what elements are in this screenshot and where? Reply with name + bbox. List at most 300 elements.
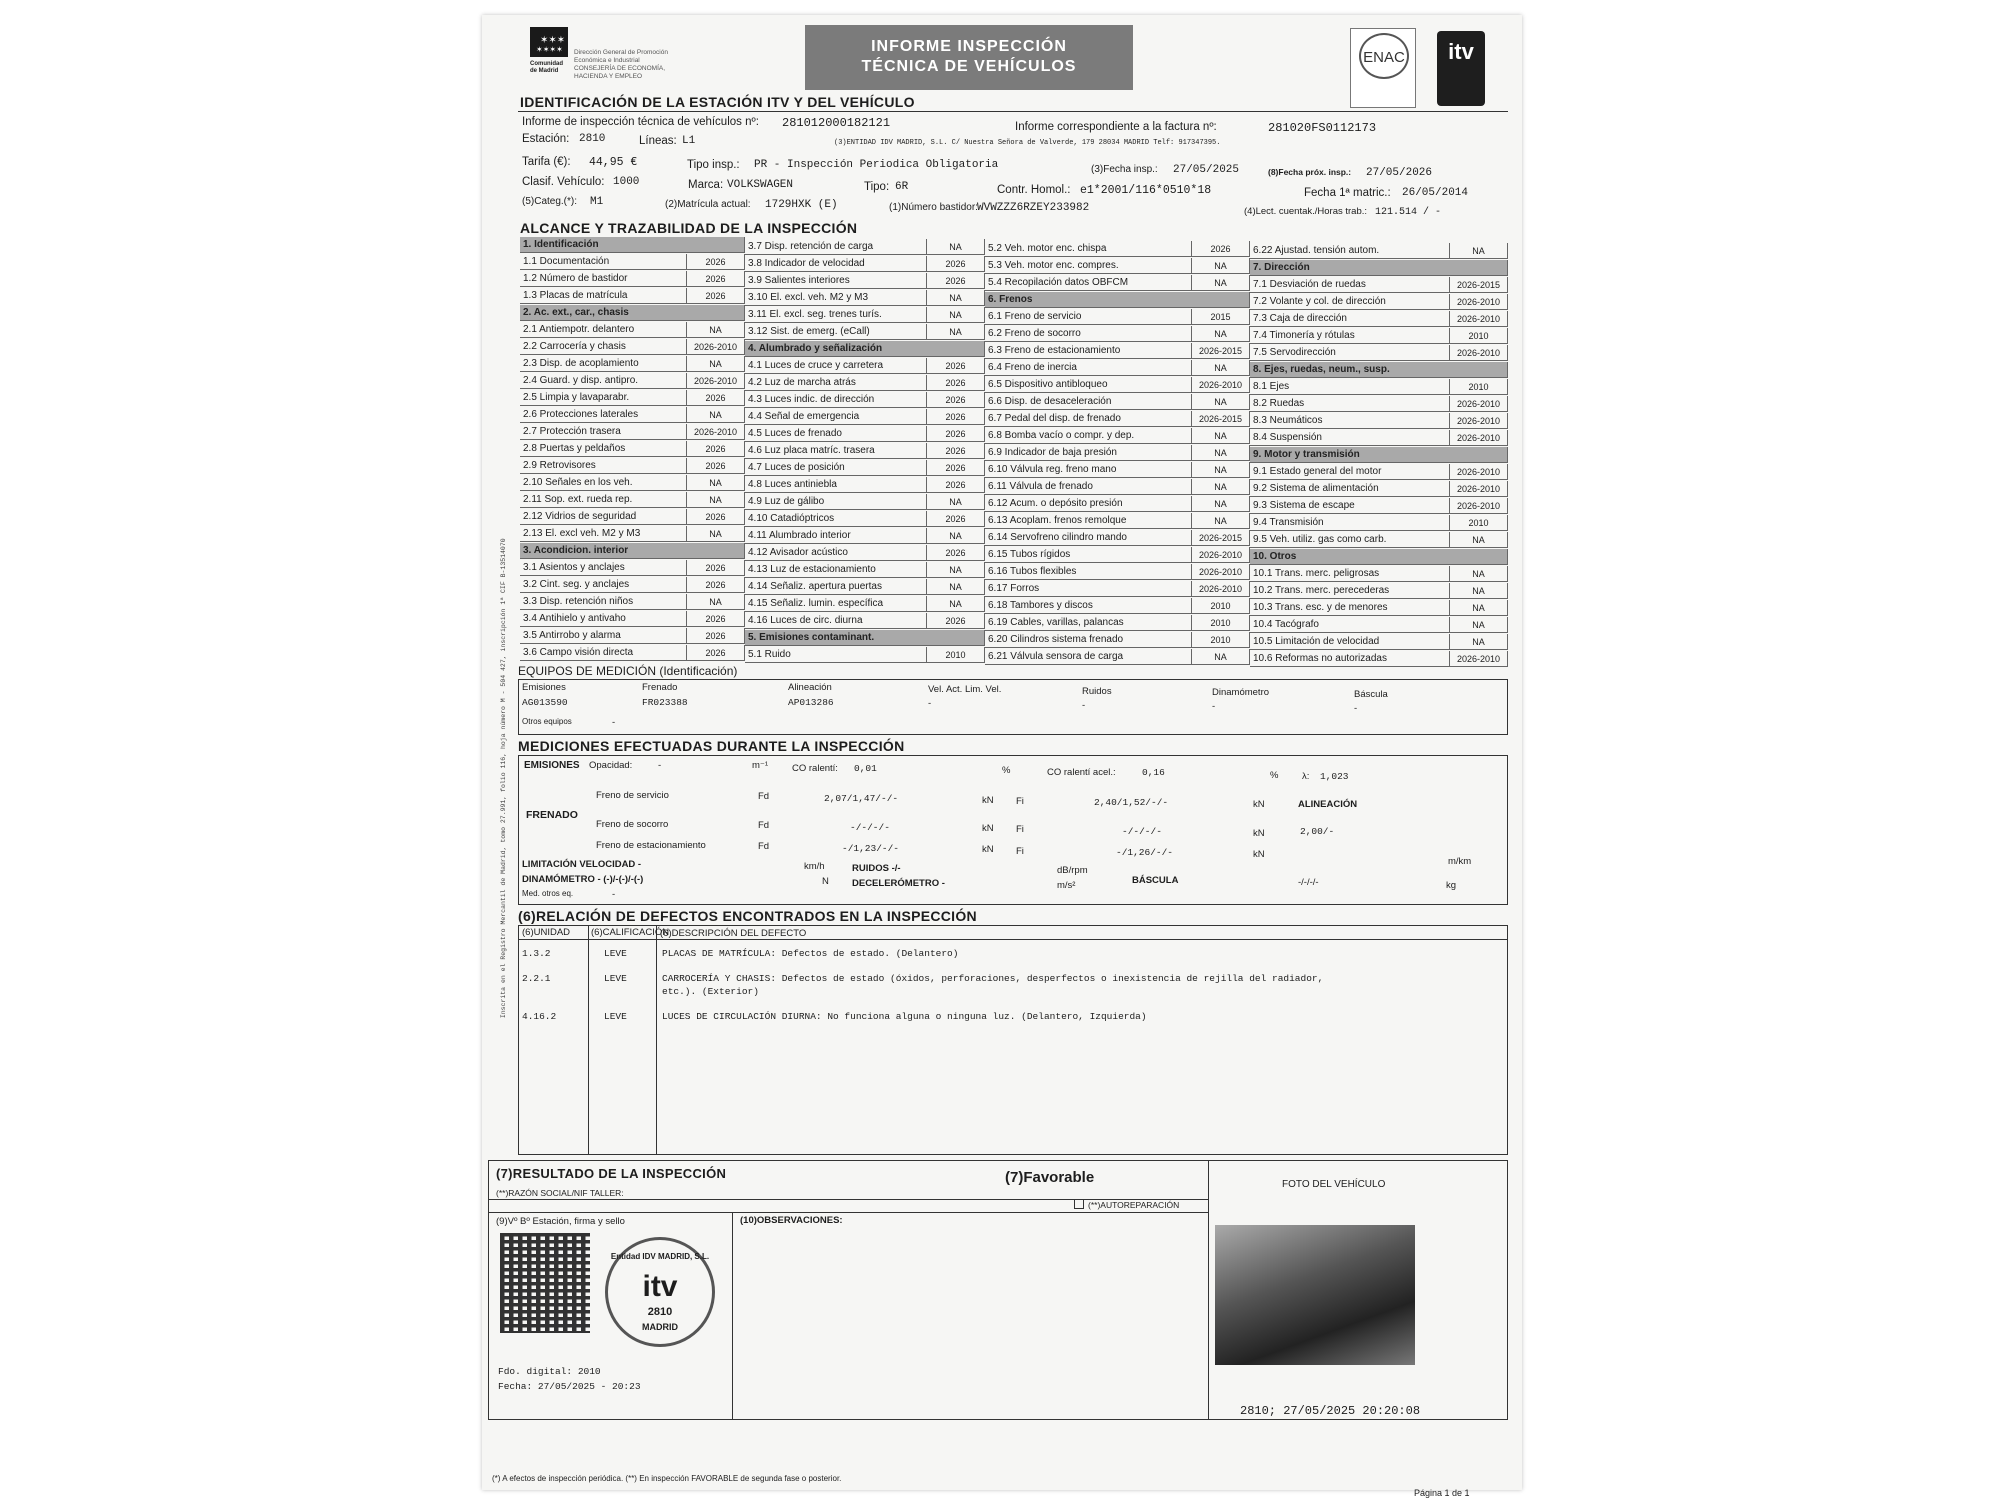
scope-item xyxy=(745,375,985,391)
gov-line-2: Económica e Industrial xyxy=(574,57,640,64)
scope-item-year: NA xyxy=(926,307,984,323)
scope-item-year: 2026 xyxy=(926,443,984,459)
eq-dinamometro-label: Dinamómetro xyxy=(1212,687,1270,698)
itv-logo xyxy=(1437,31,1485,106)
scope-item-year: 2026 xyxy=(926,409,984,425)
scope-item xyxy=(745,409,985,425)
scope-section-header xyxy=(745,341,985,357)
scope-item xyxy=(985,343,1250,359)
scope-item-label: 4.13 Luz de estacionamiento xyxy=(748,564,876,575)
scope-item-label: 3.1 Asientos y anclajes xyxy=(523,562,625,573)
eq-otros-label: Otros equipos xyxy=(522,717,572,726)
photo-label: FOTO DEL VEHÍCULO xyxy=(1282,1179,1386,1190)
scope-item-year: 2026 xyxy=(1191,241,1249,257)
scope-item-label: 7.5 Servodirección xyxy=(1253,347,1336,358)
fi-estac-label: Fi xyxy=(1016,846,1024,857)
scope-section-header xyxy=(1250,549,1508,565)
scope-item-year: NA xyxy=(1191,496,1249,512)
scope-item-year: 2010 xyxy=(1191,632,1249,648)
fd-estac: -/1,23/-/- xyxy=(842,843,900,854)
scope-item-year: 2026-2010 xyxy=(686,373,744,389)
scope-item xyxy=(745,613,985,629)
scope-item-label: 1. Identificación xyxy=(523,239,599,250)
vehicle-photo xyxy=(1215,1225,1415,1365)
scope-item xyxy=(745,324,985,340)
scope-item-year: 2026 xyxy=(686,628,744,644)
invoice-label: Informe correspondiente a la factura nº: xyxy=(1015,121,1217,133)
brand-value: VOLKSWAGEN xyxy=(727,179,794,191)
scope-item xyxy=(520,322,745,338)
enac-label: ENAC xyxy=(1359,33,1409,79)
scope-item-year: NA xyxy=(1191,275,1249,291)
scope-item xyxy=(1250,481,1508,497)
eq-bascula-label: Báscula xyxy=(1354,689,1388,700)
class-value: 1000 xyxy=(613,176,640,188)
insp-date-label: (3)Fecha insp.: xyxy=(1091,164,1158,175)
defect-description: PLACAS DE MATRÍCULA: Defectos de estado. (Delantero) xyxy=(662,948,959,959)
scope-item-year: NA xyxy=(1191,445,1249,461)
defects-col-divider-2 xyxy=(656,925,657,1155)
scope-item-year: 2010 xyxy=(1191,615,1249,631)
scope-item-label: 2.1 Antiempotr. delantero xyxy=(523,324,635,335)
scope-item-year: NA xyxy=(686,356,744,372)
dinamo-label: DINAMÓMETRO - (-)/-(-)/-(-) xyxy=(522,874,644,885)
scope-item-year: 2026 xyxy=(686,254,744,270)
eq-velact: - xyxy=(928,698,932,709)
defects-col-divider-1 xyxy=(588,925,589,1155)
signed-date: Fecha: 27/05/2025 - 20:23 xyxy=(498,1381,641,1392)
scope-item xyxy=(1250,617,1508,633)
report-no: 281012000182121 xyxy=(782,116,891,130)
scope-item-label: 9.3 Sistema de escape xyxy=(1253,500,1355,511)
scope-item xyxy=(1250,566,1508,582)
bascula-meas-label: BÁSCULA xyxy=(1132,875,1179,886)
scope-item-year: 2026 xyxy=(686,577,744,593)
scope-item-year: NA xyxy=(686,322,744,338)
scope-item-label: 3.8 Indicador de velocidad xyxy=(748,258,865,269)
scope-item-label: 2.13 El. excl veh. M2 y M3 xyxy=(523,528,641,539)
scope-item-year: 2026 xyxy=(686,611,744,627)
scope-item-label: 6.19 Cables, varillas, palancas xyxy=(988,617,1124,628)
otros-meas-label: Med. otros eq. xyxy=(522,889,574,898)
scope-item-label: 6.15 Tubos rígidos xyxy=(988,549,1071,560)
eq-velact-label: Vel. Act. Lim. Vel. xyxy=(928,684,1002,695)
vin-value: WVWZZZ6RZEY233982 xyxy=(977,202,1090,214)
scope-item-year: NA xyxy=(1191,326,1249,342)
page-number: Página 1 de 1 xyxy=(1414,1488,1470,1498)
scope-item-label: 5.1 Ruido xyxy=(748,649,791,660)
scope-item-year: 2026 xyxy=(686,560,744,576)
scope-item-label: 3.12 Sist. de emerg. (eCall) xyxy=(748,326,870,337)
scope-item-label: 4.14 Señaliz. apertura puertas xyxy=(748,581,882,592)
defect-unit: 4.16.2 xyxy=(522,1011,557,1022)
co-ralenti-value: 0,01 xyxy=(854,763,877,774)
scope-item xyxy=(520,288,745,304)
scope-item-label: 9. Motor y transmisión xyxy=(1253,449,1360,460)
scope-item-label: 6.4 Freno de inercia xyxy=(988,362,1077,373)
scope-item-year: NA xyxy=(1449,583,1507,599)
eq-frenado-label: Frenado xyxy=(642,682,678,693)
autoreparacion-checkbox[interactable] xyxy=(1074,1199,1084,1209)
scope-item-label: 4.4 Señal de emergencia xyxy=(748,411,860,422)
madrid-logo: ✶✶✶ ✶✶✶✶ xyxy=(530,27,568,57)
divider xyxy=(488,1212,1208,1213)
scope-item-year: 2010 xyxy=(1191,598,1249,614)
scope-item-year: 2026-2010 xyxy=(1449,396,1507,412)
eq-ruidos-label: Ruidos xyxy=(1082,686,1112,697)
report-title-banner xyxy=(805,25,1133,90)
scope-item xyxy=(1250,311,1508,327)
scope-item-label: 3.9 Salientes interiores xyxy=(748,275,850,286)
scope-item-label: 4.6 Luz placa matríc. trasera xyxy=(748,445,875,456)
scope-item-year: 2026-2015 xyxy=(1191,530,1249,546)
scope-item xyxy=(745,579,985,595)
scope-item-label: 2.10 Señales en los veh. xyxy=(523,477,633,488)
measurements-heading: MEDICIONES EFECTUADAS DURANTE LA INSPECCIÓN xyxy=(518,738,905,754)
scope-item-year: NA xyxy=(1191,428,1249,444)
co-acel-label: CO ralentí acel.: xyxy=(1047,767,1116,778)
scope-item-year: 2026-2010 xyxy=(1449,464,1507,480)
bascula-unit: kg xyxy=(1446,880,1457,891)
scope-item xyxy=(745,528,985,544)
photo-divider xyxy=(1208,1160,1209,1420)
ruidos-meas-label: RUIDOS -/- xyxy=(852,863,901,874)
lines-label: Líneas: xyxy=(639,135,677,147)
scope-item-label: 10.3 Trans. esc. y de menores xyxy=(1253,602,1388,613)
scope-item-year: NA xyxy=(1449,532,1507,548)
scope-item xyxy=(985,530,1250,546)
fd-servicio-label: Fd xyxy=(758,791,770,802)
scope-item-label: 4.8 Luces antiniebla xyxy=(748,479,837,490)
scope-item-year: 2010 xyxy=(1449,379,1507,395)
opacidad-unit: m⁻¹ xyxy=(752,760,769,771)
scope-item xyxy=(985,309,1250,325)
scope-item xyxy=(745,477,985,493)
scope-item-label: 10.2 Trans. merc. perecederas xyxy=(1253,585,1390,596)
scope-item-year: NA xyxy=(926,239,984,255)
scope-item-year: NA xyxy=(1449,243,1507,259)
scope-item-label: 6. Frenos xyxy=(988,294,1033,305)
lines-value: L1 xyxy=(682,135,696,147)
observaciones-label: (10)OBSERVACIONES: xyxy=(740,1215,843,1226)
scope-item xyxy=(985,326,1250,342)
scope-item xyxy=(1250,413,1508,429)
scope-item-label: 10. Otros xyxy=(1253,551,1297,562)
scope-item-label: 6.21 Válvula sensora de carga xyxy=(988,651,1124,662)
scope-item-year: 2026 xyxy=(686,441,744,457)
equipment-heading: EQUIPOS DE MEDICIÓN (Identificación) xyxy=(518,664,738,678)
scope-section-header xyxy=(520,305,745,321)
scope-item-label: 4.16 Luces de circ. diurna xyxy=(748,615,863,626)
scope-item-label: 10.5 Limitación de velocidad xyxy=(1253,636,1380,647)
scope-item-year: NA xyxy=(926,596,984,612)
scope-item-label: 5. Emisiones contaminant. xyxy=(748,632,875,643)
defects-col-unit: (6)UNIDAD xyxy=(522,927,571,938)
class-label: Clasif. Vehículo: xyxy=(522,176,605,188)
kn-socorro-i: kN xyxy=(1253,828,1265,839)
scope-item-label: 9.2 Sistema de alimentación xyxy=(1253,483,1379,494)
photo-caption: 2810; 27/05/2025 20:20:08 xyxy=(1240,1404,1421,1418)
scope-item-year: NA xyxy=(926,528,984,544)
scope-item-label: 4. Alumbrado y señalización xyxy=(748,343,883,354)
scope-item xyxy=(745,256,985,272)
scope-item xyxy=(985,615,1250,631)
scope-item xyxy=(520,628,745,644)
scope-item xyxy=(1250,396,1508,412)
scope-item xyxy=(745,460,985,476)
scope-item xyxy=(520,645,745,661)
eq-alineacion-label: Alineación xyxy=(788,682,832,693)
servicio-label: Freno de servicio xyxy=(596,790,669,801)
scope-item-label: 2.4 Guard. y disp. antipro. xyxy=(523,375,639,386)
scope-item-label: 6.16 Tubos flexibles xyxy=(988,566,1077,577)
scope-item-label: 2.8 Puertas y peldaños xyxy=(523,443,626,454)
scope-item-year: 2026 xyxy=(926,511,984,527)
scope-item-year: 2026-2015 xyxy=(1449,277,1507,293)
scope-item xyxy=(985,275,1250,291)
scope-item-year: 2026 xyxy=(926,613,984,629)
scope-item-year: NA xyxy=(1191,513,1249,529)
kn-socorro-d: kN xyxy=(982,823,994,834)
limvel-unit: km/h xyxy=(804,861,825,872)
scope-item-year: 2026 xyxy=(926,392,984,408)
scope-item xyxy=(985,377,1250,393)
scope-item-year: NA xyxy=(686,407,744,423)
scope-item-year: NA xyxy=(1449,634,1507,650)
scope-item-label: 4.12 Avisador acústico xyxy=(748,547,848,558)
scope-item-label: 3.5 Antirrobo y alarma xyxy=(523,630,621,641)
scope-item-year: 2026-2015 xyxy=(1191,343,1249,359)
scope-item-year: NA xyxy=(926,290,984,306)
defects-heading: (6)RELACIÓN DE DEFECTOS ENCONTRADOS EN LA INSPECCIÓN xyxy=(518,908,977,924)
vobo-label: (9)Vº Bº Estación, firma y sello xyxy=(496,1216,625,1227)
result-heading: (7)RESULTADO DE LA INSPECCIÓN xyxy=(496,1166,727,1181)
fi-estac: -/1,26/-/- xyxy=(1116,847,1174,858)
scope-item-label: 10.1 Trans. merc. peligrosas xyxy=(1253,568,1380,579)
scope-item-year: 2026 xyxy=(926,460,984,476)
scope-item xyxy=(745,426,985,442)
scope-item-year: NA xyxy=(1449,617,1507,633)
ruidos-unit: dB/rpm xyxy=(1057,865,1088,876)
fi-socorro-label: Fi xyxy=(1016,824,1024,835)
scope-item xyxy=(985,258,1250,274)
insp-date: 27/05/2025 xyxy=(1173,164,1240,176)
scope-item-label: 6.1 Freno de servicio xyxy=(988,311,1082,322)
qr-code xyxy=(500,1233,590,1333)
scope-item-label: 8.3 Neumáticos xyxy=(1253,415,1323,426)
scope-item-year: NA xyxy=(686,475,744,491)
scope-item-label: 3.11 El. excl. seg. trenes turís. xyxy=(748,309,882,320)
scope-item-year: 2026-2010 xyxy=(1191,581,1249,597)
signed-by: Fdo. digital: 2010 xyxy=(498,1366,601,1377)
scope-item-label: 3.10 El. excl. veh. M2 y M3 xyxy=(748,292,869,303)
scope-item-label: 4.7 Luces de posición xyxy=(748,462,845,473)
co-acel-value: 0,16 xyxy=(1142,767,1165,778)
fd-socorro: -/-/-/- xyxy=(850,822,890,833)
scope-item-label: 4.11 Alumbrado interior xyxy=(748,530,851,541)
scope-item-label: 7.2 Volante y col. de dirección xyxy=(1253,296,1386,307)
scope-item-year: NA xyxy=(1191,462,1249,478)
scope-item xyxy=(520,492,745,508)
odo-value: 121.514 / - xyxy=(1375,207,1442,218)
scope-item xyxy=(985,479,1250,495)
stamp-bottom: MADRID xyxy=(642,1322,678,1332)
scope-item-label: 1.1 Documentación xyxy=(523,256,610,267)
eq-otros: - xyxy=(612,717,616,728)
scope-item-year: 2026-2010 xyxy=(1449,311,1507,327)
scope-item-label: 10.6 Reformas no autorizadas xyxy=(1253,653,1387,664)
scope-item xyxy=(520,407,745,423)
scope-item xyxy=(520,509,745,525)
scope-item-label: 6.5 Dispositivo antibloqueo xyxy=(988,379,1108,390)
scope-section-header xyxy=(1250,447,1508,463)
scope-item-year: 2026 xyxy=(686,271,744,287)
scope-item-label: 6.12 Acum. o depósito presión xyxy=(988,498,1123,509)
alineacion-unit: m/km xyxy=(1448,856,1472,867)
measurements-box xyxy=(518,755,1508,905)
limvel-label: LIMITACIÓN VELOCIDAD - xyxy=(522,859,642,870)
obs-divider xyxy=(732,1212,733,1420)
defect-calification: LEVE xyxy=(604,973,627,984)
scope-item-label: 4.10 Catadióptricos xyxy=(748,513,835,524)
scope-item xyxy=(985,547,1250,563)
scope-item-year: 2026-2010 xyxy=(1449,430,1507,446)
scope-item-label: 2.11 Sop. ext. rueda rep. xyxy=(523,494,633,505)
scope-item xyxy=(745,239,985,255)
scope-item-label: 5.2 Veh. motor enc. chispa xyxy=(988,243,1107,254)
scope-item xyxy=(745,596,985,612)
scope-item xyxy=(520,560,745,576)
scope-item-label: 6.14 Servofreno cilindro mando xyxy=(988,532,1127,543)
scope-item-label: 2.6 Protecciones laterales xyxy=(523,409,639,420)
opacidad-label: Opacidad: xyxy=(589,760,633,771)
vin-label: (1)Número bastidor: xyxy=(889,202,978,213)
scope-item xyxy=(1250,345,1508,361)
plate-label: (2)Matrícula actual: xyxy=(665,199,751,210)
scope-item xyxy=(985,649,1250,665)
eq-alineacion: AP013286 xyxy=(788,697,834,708)
report-title-line1: INFORME INSPECCIÓN xyxy=(871,38,1067,55)
scope-item xyxy=(1250,328,1508,344)
scope-item xyxy=(1250,294,1508,310)
scope-item-year: 2026-2010 xyxy=(1449,498,1507,514)
scope-item-year: 2026 xyxy=(926,545,984,561)
lambda-value: 1,023 xyxy=(1320,771,1349,782)
estac-label: Freno de estacionamiento xyxy=(596,840,706,851)
scope-item xyxy=(985,428,1250,444)
scope-item-label: 2.2 Carrocería y chasis xyxy=(523,341,626,352)
defect-description: CARROCERÍA Y CHASIS: Defectos de estado (óxidos, perforaciones, desperfectos o inexistencia de rejilla del radiador, xyxy=(662,973,1324,984)
gov-logo-line1: Comunidad xyxy=(530,61,563,67)
scope-item xyxy=(520,271,745,287)
scope-item-label: 6.11 Válvula de frenado xyxy=(988,481,1093,492)
scope-item xyxy=(745,647,985,663)
scope-item-year: 2026 xyxy=(926,273,984,289)
identification-heading: IDENTIFICACIÓN DE LA ESTACIÓN ITV Y DEL VEHÍCULO xyxy=(520,94,915,110)
result-value: (7)Favorable xyxy=(1005,1169,1095,1186)
station-stamp xyxy=(605,1237,715,1347)
scope-item xyxy=(1250,430,1508,446)
defect-description-cont: etc.). (Exterior) xyxy=(662,986,759,997)
scope-item-year: NA xyxy=(1191,479,1249,495)
scope-item-year: 2026-2010 xyxy=(1191,547,1249,563)
scope-item-label: 3.2 Cint. seg. y anclajes xyxy=(523,579,630,590)
scope-item-year: 2026 xyxy=(686,645,744,661)
scope-item-label: 7.4 Timonería y rótulas xyxy=(1253,330,1355,341)
scope-item-year: 2026 xyxy=(926,375,984,391)
scope-item-label: 6.7 Pedal del disp. de frenado xyxy=(988,413,1121,424)
footer-note: (*) A efectos de inspección periódica. (**) En inspección FAVORABLE de segunda fase o posterior. xyxy=(492,1474,842,1483)
kn-servicio-d: kN xyxy=(982,795,994,806)
defects-header-divider xyxy=(518,939,1508,940)
invoice-no: 281020FS0112173 xyxy=(1268,121,1377,135)
scope-item xyxy=(985,360,1250,376)
scope-item-year: 2026-2010 xyxy=(686,424,744,440)
scope-item xyxy=(745,307,985,323)
scope-item xyxy=(520,526,745,542)
tariff-value: 44,95 € xyxy=(589,156,638,169)
scope-item xyxy=(1250,651,1508,667)
scope-item-year: 2026 xyxy=(926,358,984,374)
emisiones-label: EMISIONES xyxy=(524,760,580,771)
scope-item-label: 3.6 Campo visión directa xyxy=(523,647,634,658)
scope-item xyxy=(985,581,1250,597)
scope-item xyxy=(520,339,745,355)
scope-item-label: 7.3 Caja de dirección xyxy=(1253,313,1347,324)
scope-item-year: 2026 xyxy=(686,458,744,474)
scope-item-label: 4.5 Luces de frenado xyxy=(748,428,842,439)
scope-item-year: NA xyxy=(1191,258,1249,274)
scope-item xyxy=(520,611,745,627)
scope-item xyxy=(1250,600,1508,616)
scope-item xyxy=(520,441,745,457)
scope-item xyxy=(520,424,745,440)
scope-item-year: 2015 xyxy=(1191,309,1249,325)
fi-servicio-label: Fi xyxy=(1016,796,1024,807)
scope-item-year: NA xyxy=(1449,566,1507,582)
scope-item-year: 2026-2010 xyxy=(1449,651,1507,667)
first-reg-label: Fecha 1ª matric.: xyxy=(1304,187,1391,199)
scope-item-label: 6.10 Válvula reg. freno mano xyxy=(988,464,1117,475)
scope-item-label: 4.15 Señaliz. lumin. específica xyxy=(748,598,884,609)
scope-item xyxy=(745,290,985,306)
scope-item xyxy=(520,254,745,270)
scope-item xyxy=(1250,277,1508,293)
scope-section-header xyxy=(520,543,745,559)
stamp-mid: itv xyxy=(642,1270,678,1303)
scope-item xyxy=(1250,464,1508,480)
lambda-label: λ: xyxy=(1302,771,1310,782)
itv-logo-label: itv xyxy=(1448,39,1474,64)
scope-item-label: 6.13 Acoplam. frenos remolque xyxy=(988,515,1127,526)
scope-item-year: NA xyxy=(686,594,744,610)
defect-calification: LEVE xyxy=(604,948,627,959)
scope-item-label: 4.2 Luz de marcha atrás xyxy=(748,377,856,388)
scope-item xyxy=(520,577,745,593)
scope-item-year: NA xyxy=(1191,649,1249,665)
next-date: 27/05/2026 xyxy=(1366,167,1433,179)
alineacion-label: ALINEACIÓN xyxy=(1298,799,1358,810)
scope-item-label: 3. Acondicion. interior xyxy=(523,545,629,556)
scope-item-year: NA xyxy=(926,494,984,510)
eq-frenado: FR023388 xyxy=(642,697,688,708)
socorro-label: Freno de socorro xyxy=(596,819,669,830)
scope-item-label: 6.6 Disp. de desaceleración xyxy=(988,396,1112,407)
scope-item-year: 2026 xyxy=(926,426,984,442)
gov-logo-line2: de Madrid xyxy=(530,68,559,74)
homol-label: Contr. Homol.: xyxy=(997,184,1071,196)
scope-item-label: 5.4 Recopilación datos OBFCM xyxy=(988,277,1129,288)
